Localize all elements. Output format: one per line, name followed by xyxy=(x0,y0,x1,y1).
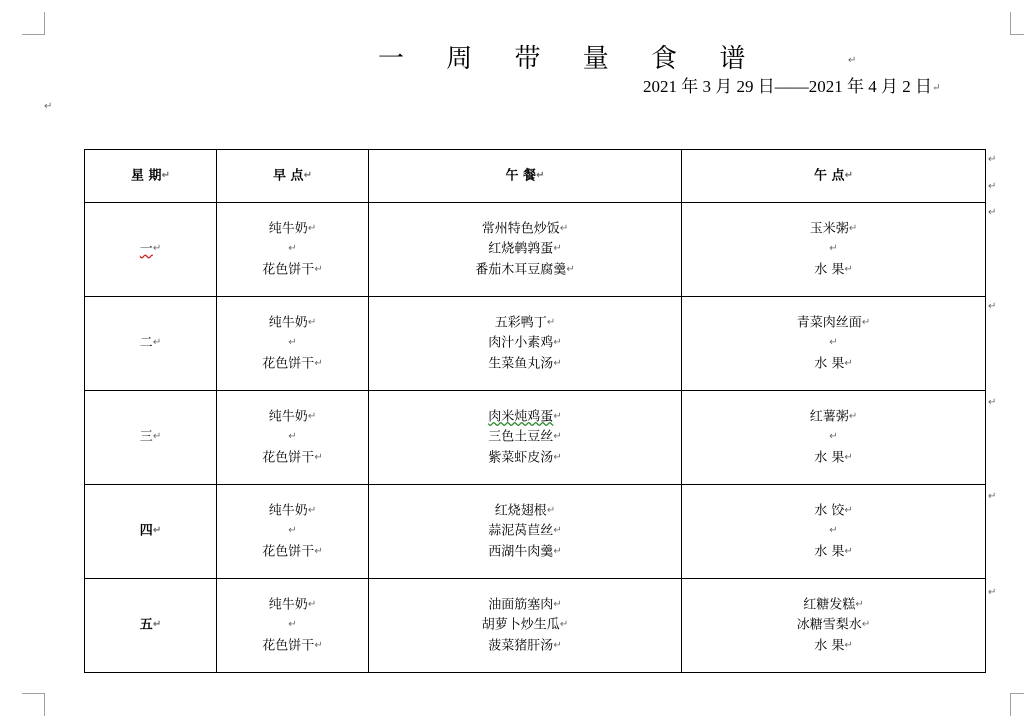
table-row xyxy=(85,391,986,485)
weekday-cell: 三↵ xyxy=(85,391,217,485)
crop-mark-top-left xyxy=(22,12,45,35)
end-of-row-mark-icon: ↵ xyxy=(988,207,997,218)
crop-mark-bottom-right xyxy=(1010,693,1024,716)
date-range: 2021 年 3 月 29 日——2021 年 4 月 2 日↵ xyxy=(643,77,941,96)
lunch-cell: 肉米炖鸡蛋↵ 三色土豆丝↵ 紫菜虾皮汤↵ xyxy=(369,391,682,485)
breakfast-cell: 纯牛奶↵ ↵ 花色饼干↵ xyxy=(217,297,369,391)
table-row xyxy=(85,579,986,673)
breakfast-cell: 纯牛奶↵ ↵ 花色饼干↵ xyxy=(217,579,369,673)
snack-cell: 红薯粥↵ ↵ 水 果↵ xyxy=(682,391,986,485)
weekday-cell: 一↵ xyxy=(85,203,217,297)
lunch-cell: 常州特色炒饭↵ 红烧鹌鹑蛋↵ 番茄木耳豆腐羹↵ xyxy=(369,203,682,297)
breakfast-cell: 纯牛奶↵ ↵ 花色饼干↵ xyxy=(217,391,369,485)
paragraph-mark-icon: ↵ xyxy=(44,101,53,112)
lunch-cell: 油面筋塞肉↵ 胡萝卜炒生瓜↵ 菠菜猪肝汤↵ xyxy=(369,579,682,673)
lunch-cell: 红烧翅根↵ 蒜泥莴苣丝↵ 西湖牛肉羹↵ xyxy=(369,485,682,579)
end-of-row-mark-icon: ↵ xyxy=(988,587,997,598)
table-row xyxy=(85,485,986,579)
snack-cell: 玉米粥↵ ↵ 水 果↵ xyxy=(682,203,986,297)
menu-table xyxy=(84,149,986,673)
crop-mark-bottom-left xyxy=(22,693,45,716)
header-snack: 午 点↵ xyxy=(682,150,986,203)
snack-cell: 青菜肉丝面↵ ↵ 水 果↵ xyxy=(682,297,986,391)
breakfast-cell: 纯牛奶↵ ↵ 花色饼干↵ xyxy=(217,485,369,579)
breakfast-cell: 纯牛奶↵ ↵ 花色饼干↵ xyxy=(217,203,369,297)
snack-cell: 水 饺↵ ↵ 水 果↵ xyxy=(682,485,986,579)
paragraph-mark-icon: ↵ xyxy=(848,55,857,66)
snack-cell: 红糖发糕↵ 冰糖雪梨水↵ 水 果↵ xyxy=(682,579,986,673)
lunch-cell: 五彩鸭丁↵ 肉汁小素鸡↵ 生菜鱼丸汤↵ xyxy=(369,297,682,391)
table-row xyxy=(85,297,986,391)
table-row xyxy=(85,203,986,297)
header-breakfast: 早 点↵ xyxy=(217,150,369,203)
weekday-cell: 四↵ xyxy=(85,485,217,579)
end-of-row-mark-icon: ↵ xyxy=(988,491,997,502)
end-of-row-mark-icon: ↵ xyxy=(988,154,997,165)
page-title: 一 周 带 量 食 谱 xyxy=(378,44,763,74)
weekday-cell: 五↵ xyxy=(85,579,217,673)
header-lunch: 午 餐↵ xyxy=(369,150,682,203)
end-of-row-mark-icon: ↵ xyxy=(988,181,997,192)
end-of-row-mark-icon: ↵ xyxy=(988,301,997,312)
table-header-row xyxy=(85,150,986,203)
crop-mark-top-right xyxy=(1010,12,1024,35)
weekday-cell: 二↵ xyxy=(85,297,217,391)
header-weekday: 星 期↵ xyxy=(85,150,217,203)
end-of-row-mark-icon: ↵ xyxy=(988,397,997,408)
